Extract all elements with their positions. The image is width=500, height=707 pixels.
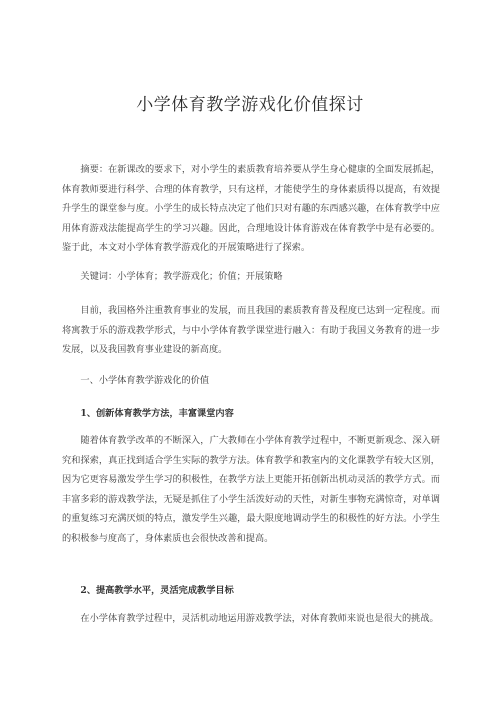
- document-title: 小学体育教学游戏化价值探讨: [136, 95, 364, 115]
- subsection-2-paragraph: 在小学体育教学过程中，灵活机动地运用游戏教学法，对体育教师来说也是很大的挑战。: [80, 613, 439, 624]
- abstract-paragraph: 摘要：在新课改的要求下，对小学生的素质教育培养要从学生身心健康的全面发展抓起，体育教师要进行科学、合理的体育教学，只有这样，才能使学生的身体素质得以提高，有效提升学生的课堂参与度。小学生的成长特点决定了他们只对有趣的东西感兴趣，在体育教学中应用体育游戏法能提高学生的学习兴趣。因此，合理地设计体育游戏在体育教学中是有必要的。鉴于此，本文对小学体育教学游戏化的开展策略进行了探索。: [62, 164, 440, 253]
- subsection-2-heading: 2、提高教学水平，灵活完成教学目标: [80, 585, 234, 596]
- subsection-1-heading: 1、创新体育教学方法，丰富课堂内容: [80, 408, 234, 419]
- subsection-1-paragraph: 随着体育教学改革的不断深入，广大教师在小学体育教学过程中，不断更新观念、深入研究和探索，真正找到适合学生实际的教学方法。体育教学和教室内的文化课教学有较大区别，因为它更容易激发学生学习的积极性，在教学方法上更能开拓创新出机动灵活的教学方式。而丰富多彩的游戏教学法，无疑是抓住了小学生活泼好动的天性，对新生事物充满惊奇，对单调的重复练习充满厌烦的特点，激发学生兴趣，最大限度地调动学生的积极性的好方法。小学生的积极参与度高了，身体素质也会很快改善和提高。: [62, 435, 440, 544]
- section-1-heading: 一、小学体育教学游戏化的价值: [80, 375, 210, 386]
- intro-paragraph: 目前，我国格外注重教育事业的发展，而且我国的素质教育普及程度已达到一定程度。而将寓教于乐的游戏教学形式，与中小学体育教学课堂进行融入：有助于我国义务教育的进一步发展，以及我国教育事业建设的新高度。: [62, 305, 440, 355]
- keywords-paragraph: 关键词：小学体育；教学游戏化；价值；开展策略: [80, 271, 283, 282]
